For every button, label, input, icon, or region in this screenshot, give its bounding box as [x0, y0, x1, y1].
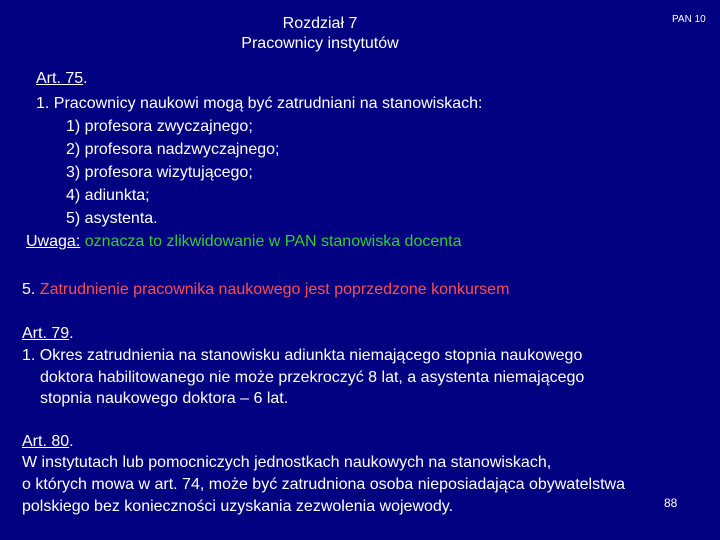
art79-heading-label: Art. 79: [22, 325, 70, 342]
art80-heading-dot: .: [69, 433, 74, 450]
art75-note: [26, 233, 461, 252]
art80-heading: [22, 433, 74, 452]
chapter-title-line1: Rozdział 7: [282, 15, 358, 32]
art75-intro: 1. Pracownicy naukowi mogą być zatrudniani na stanowiskach:: [36, 95, 483, 112]
art75-heading-label: Art. 75: [36, 70, 84, 87]
art80-line3: polskiego bez konieczności uzyskania zezwolenia wojewody.: [22, 498, 454, 515]
art79-heading: [22, 325, 74, 344]
art75-note-label: Uwaga:: [26, 233, 81, 250]
chapter-title-line2: Pracownicy instytutów: [241, 35, 399, 52]
art79-line2: doktora habilitowanego nie może przekroczyć 8 lat, a asystenta niemającego: [40, 369, 585, 386]
art79-line1: 1. Okres zatrudnienia na stanowisku adiunkta niemającego stopnia naukowego: [22, 347, 583, 364]
slide-tag: PAN 10: [672, 14, 706, 25]
art75-heading: [36, 70, 88, 89]
art80-heading-label: Art. 80: [22, 433, 70, 450]
point5-text: Zatrudnienie pracownika naukowego jest poprzedzone konkursem: [35, 281, 510, 298]
page-number: 88: [664, 496, 678, 510]
art75-item-2: 2) profesora nadzwyczajnego;: [66, 141, 280, 158]
point5-number: 5.: [22, 281, 36, 298]
art75-item-1: 1) profesora zwyczajnego;: [66, 118, 253, 135]
point5: [22, 281, 509, 300]
art75-item-5: 5) asystenta.: [66, 210, 158, 227]
art80-line2: o których mowa w art. 74, może być zatrudniona osoba nieposiadająca obywatelstwa: [22, 476, 625, 493]
art75-heading-dot: .: [83, 70, 88, 87]
art79-heading-dot: .: [69, 325, 74, 342]
art75-item-4: 4) adiunkta;: [66, 187, 150, 204]
art79-line3: stopnia naukowego doktora – 6 lat.: [40, 390, 289, 407]
chapter-title: [210, 14, 430, 54]
art75-item-3: 3) profesora wizytującego;: [66, 164, 253, 181]
art80-line1: W instytutach lub pomocniczych jednostkach naukowych na stanowiskach,: [22, 454, 552, 471]
art75-note-text: oznacza to zlikwidowanie w PAN stanowiska docenta: [80, 233, 462, 250]
